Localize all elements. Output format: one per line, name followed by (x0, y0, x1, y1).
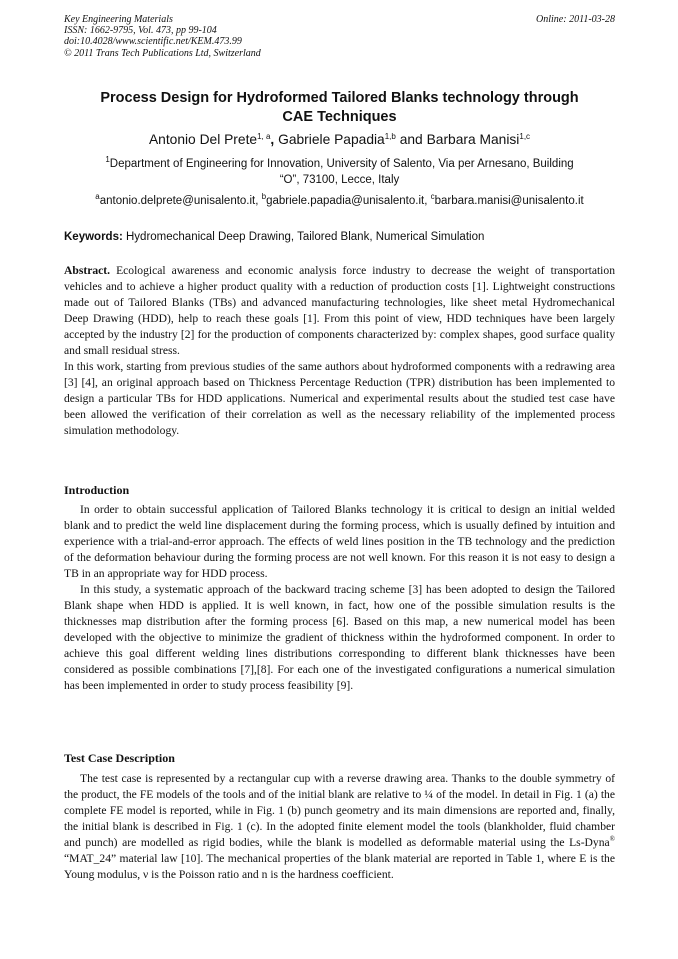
journal-doi: doi:10.4028/www.scientific.net/KEM.473.99 (64, 36, 242, 48)
author-separator: , (270, 132, 275, 147)
journal-header (64, 14, 261, 59)
journal-copyright: © 2011 Trans Tech Publications Ltd, Switzerland (64, 47, 261, 59)
affiliation-mark: 1 (105, 155, 110, 164)
online-date: Online: 2011-03-28 (536, 14, 615, 25)
test-case-text: The test case is represented by a rectangular cup with a reverse drawing area. Thanks to the double symmetry of the product, the FE models of the tools and of the initial blank are relative to ¼ of the model. In detail in Fig. 1 (a) the complete FE model is reported, while in Fig. 1 (b) punch geometry and its main dimensions are reported and, finally, the initial blank is described in Fig. 1 (c). In the adopted finite element model the tools (blankholder, fluid chamber and punch) are modelled as rigid bodies, while the blank is modelled as deformable material using the Ls-Dyna (64, 772, 615, 849)
test-case-text-cont: “MAT_24” material law [10]. The mechanical properties of the blank material are reported in Table 1, where E is the Young modulus, ν is the Poisson ratio and n is the hardness coefficient. (64, 852, 615, 881)
author-name: Antonio Del Prete (148, 132, 258, 147)
email-mark: c (430, 192, 435, 201)
keywords (64, 229, 615, 245)
journal-name: Key Engineering Materials (64, 14, 173, 25)
section-heading-introduction: Introduction (64, 483, 130, 497)
author-affiliation-mark: 1, a (257, 132, 271, 141)
abstract-text: Ecological awareness and economic analysis force industry to decrease the weight of transportation vehicles and to achieve a higher product quality with a reduction of production costs [1]. Lightweight constructions made out of Tailored Blanks (TBs) and advanced manufacturing technologies, like sheet metal Hydromechanical Deep Drawing (HDD), help to reach these goals [1]. From this point of view, HDD techniques have been largely accepted by the industry [2] for the production of components characterized by: complex shapes, good surface quality and small residual stress. (64, 264, 615, 357)
email-link[interactable]: antonio.delprete@unisalento.it, (99, 195, 259, 207)
introduction-section (64, 502, 615, 694)
keywords-label: Keywords: (64, 231, 123, 243)
abstract-paragraph: In this work, starting from previous studies of the same authors about hydroformed components with a redrawing area [3] [4], an original approach based on Thickness Percentage Reduction (TPR) distribution has been implemented to design a particular TBs for HDD applications. Numerical and experimental results about the studied test case have been allowed the verification of their correlation as well as the necessary reliability of the implemented process simulation methodology. (64, 360, 615, 437)
abstract-section (64, 263, 615, 439)
author-list (64, 130, 615, 150)
introduction-paragraph: In this study, a systematic approach of the backward tracing scheme [3] has been adopted to design the Tailored Blank shape when HDD is applied. It is well known, in fact, how one of the possible simulation results is the thicknesses map distribution after the forming process [6]. Based on this map, a new numerical model has been developed with the objective to minimize the gradient of thickness within the hydroformed component. In order to achieve this goal different welding lines distributions corresponding to different blank thicknesses have been considered as possible combinations [7],[8]. For each one of the investigated configurations a numerical simulation has been implemented in order to study process feasibility [9]. (64, 583, 615, 692)
test-case-paragraph (64, 771, 615, 883)
abstract-paragraph (64, 263, 615, 359)
author-name: Barbara Manisi (426, 132, 520, 147)
affiliation-line-1: Department of Engineering for Innovation, University of Salento, Via per Arnesano, Building (109, 158, 574, 170)
affiliation-line-2: “O”, 73100, Lecce, Italy (279, 174, 400, 186)
abstract-label: Abstract. (64, 264, 111, 277)
author-affiliation-mark: 1,b (384, 132, 396, 141)
email-link[interactable]: gabriele.papadia@unisalento.it, (266, 195, 428, 207)
email-mark: a (95, 192, 100, 201)
email-link[interactable]: barbara.manisi@unisalento.it (434, 195, 584, 207)
author-affiliation-mark: 1,c (519, 132, 531, 141)
introduction-paragraph: In order to obtain successful application of Tailored Blanks technology it is critical to design an initial welded blank and to predict the weld line displacement during the forming process, which is usually defined by intuition and experience with a trial-and-error approach. The effects of weld lines position in the TB technology and the prediction of the deformation behaviour during the forming process are not well known. For this reason it is not easy to design a TB in an appropriate way for HDD process. (64, 503, 615, 580)
journal-issn: ISSN: 1662-9795, Vol. 473, pp 99-104 (64, 25, 217, 37)
email-mark: b (261, 192, 267, 201)
author-separator: and (399, 132, 423, 147)
registered-mark: ® (609, 835, 615, 843)
author-name: Gabriele Papadia (278, 132, 385, 147)
test-case-section (64, 771, 615, 883)
title-line-2: CAE Techniques (282, 108, 397, 125)
author-emails (64, 193, 615, 209)
title-line-1: Process Design for Hydroformed Tailored Blanks technology through (100, 90, 579, 106)
keywords-text: Hydromechanical Deep Drawing, Tailored Blank, Numerical Simulation (126, 231, 485, 243)
paper-title (64, 89, 615, 126)
section-heading-test-case: Test Case Description (64, 751, 175, 765)
affiliation (64, 156, 615, 188)
